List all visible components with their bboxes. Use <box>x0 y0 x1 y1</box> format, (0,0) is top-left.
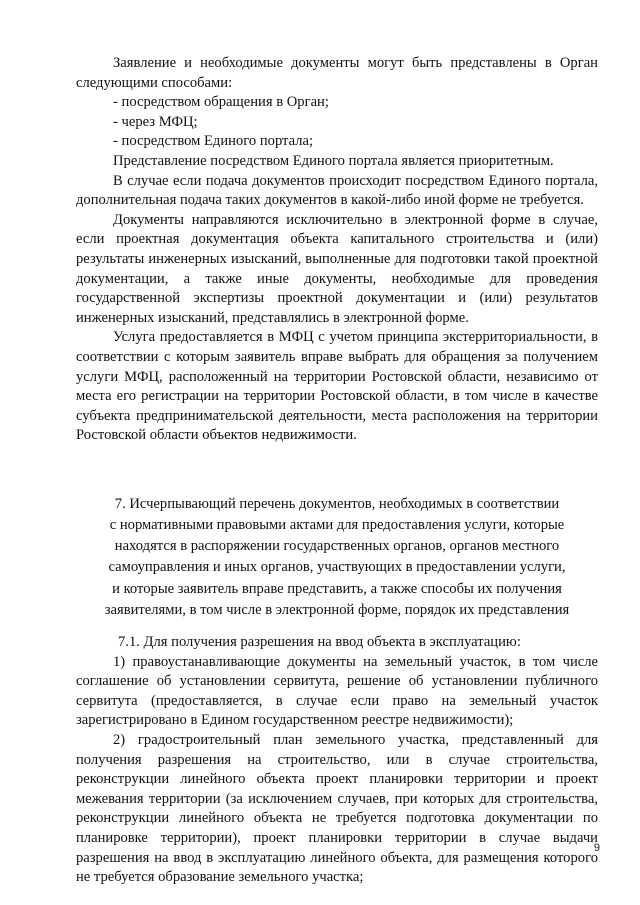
section-heading-line: самоуправления и иных органов, участвующих в предоставлении услуги, <box>108 559 566 576</box>
section-heading-line: с нормативными правовыми актами для предоставления услуги, которые <box>109 517 565 534</box>
section-heading-line: 7. Исчерпывающий перечень документов, необходимых в соответствии <box>114 495 560 512</box>
paragraph-electronic-form: Документы направляются исключительно в электронной форме в случае, если проектная документация объекта капитального строительства и (или) результаты инженерных изысканий, выполненные для подготовки такой проектной документации, а также иные документы, необходимые для проведения государственной экспертизы проектной документации и (или) результатов инженерных изысканий, представлялись в электронной форме. <box>76 211 598 326</box>
page-number: 9 <box>593 842 600 854</box>
list-item-organ: - посредством обращения в Орган; <box>113 94 329 111</box>
subsection-title: 7.1. Для получения разрешения на ввод объекта в эксплуатацию: <box>118 634 521 651</box>
section-heading <box>76 494 598 621</box>
list-item-mfc: - через МФЦ; <box>113 113 198 130</box>
paragraph-extraterritoriality: Услуга предоставляется в МФЦ с учетом принципа экстерриториальности, в соответствии с которым заявитель вправе выбрать для обращения за получением услуги МФЦ, расположенный на территории Ростовской области, независимо от места его регистрации на территории Ростовской области, в том числе в качестве субъекта предпринимательской деятельности, места расположения на территории Ростовской области объектов недвижимости. <box>76 329 598 444</box>
section-heading-line: находятся в распоряжении государственных органов, органов местного <box>114 538 560 555</box>
item-title-documents: 1) правоустанавливающие документы на земельный участок, в том числе соглашение об установлении сервитута, решение об установлении публичного сервитута (предоставляется, в случае если право на земельный участок зарегистрировано в Едином государственном реестре недвижимости); <box>76 653 598 729</box>
section-heading-line: и которые заявитель вправе представить, а также способы их получения <box>112 580 562 597</box>
paragraph-portal-priority: Представление посредством Единого портала является приоритетным. <box>113 152 554 169</box>
section-gap <box>76 446 598 466</box>
paragraph-submission-methods: Заявление и необходимые документы могут быть представлены в Орган следующими способами: <box>76 55 598 91</box>
item-urban-plan: 2) градостроительный план земельного участка, представленный для получения разрешения на строительство, или в случае строительства, реконструкции линейного объекта проект планировки территории и проект межевания территории (за исключением случаев, при которых для строительства, реконструкции линейного объекта не требуется подготовка документации по планировке территории), проект планировки территории в случае выдачи разрешения на ввод в эксплуатацию линейного объекта, для размещения которого не требуется образование земельного участка; <box>76 732 598 886</box>
list-item-portal: - посредством Единого портала; <box>113 133 314 150</box>
section-heading-line: заявителями, в том числе в электронной форме, порядок их представления <box>104 601 570 618</box>
paragraph-portal-submission: В случае если подача документов происходит посредством Единого портала, дополнительная подача таких документов в какой-либо иной форме не требуется. <box>76 172 598 209</box>
